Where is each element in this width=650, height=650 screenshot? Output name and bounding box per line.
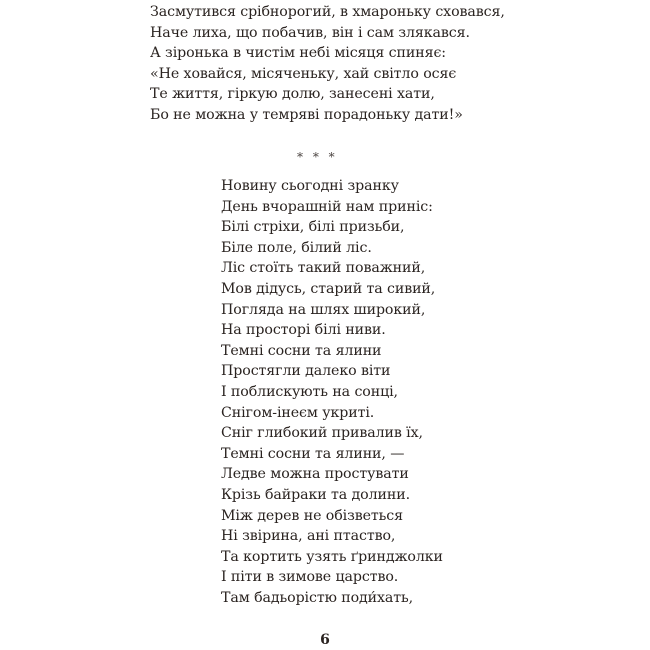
section-separator: * * * bbox=[297, 150, 338, 164]
poem-line: І поблискують на сонці, bbox=[221, 383, 398, 400]
poem-line: А зіронька в чистім небі місяця спиняє: bbox=[150, 45, 446, 62]
poem-line: Між дерев не обізветься bbox=[221, 507, 404, 524]
poem-line: Снігом-інеєм укриті. bbox=[221, 404, 375, 421]
poem-line: Бо не можна у темряві порадоньку дати!» bbox=[150, 106, 463, 123]
poem-line: Там бадьорістю поди́хать, bbox=[221, 589, 414, 606]
poem-line: Темні сосни та ялини bbox=[221, 342, 382, 359]
poem-line: Крізь байраки та долини. bbox=[221, 486, 410, 503]
poem-line: Засмутився срібнорогий, в хмароньку сховався, bbox=[150, 4, 505, 20]
poem-line: «Не ховайся, місяченьку, хай світло осяє bbox=[150, 65, 457, 82]
poem-line: Ліс стоїть такий поважний, bbox=[221, 260, 426, 277]
poem-line: Ледве можна простувати bbox=[221, 466, 409, 483]
poem-line: Погляда на шлях широкий, bbox=[221, 301, 426, 318]
poem-stanza-1 bbox=[150, 2, 505, 126]
poem-line: Темні сосни та ялини, — bbox=[221, 445, 405, 462]
poem-line: На просторі білі ниви. bbox=[221, 322, 386, 339]
poem-line: Мов дідусь, старий та сивий, bbox=[221, 280, 436, 297]
poem-line: Та кортить узять ґринджолки bbox=[221, 548, 443, 565]
poem-line: Простягли далеко віти bbox=[221, 363, 391, 380]
poem-line: Новину сьогодні зранку bbox=[221, 178, 399, 194]
poem-line: Те життя, гіркую долю, занесені хати, bbox=[150, 86, 435, 103]
page-number: 6 bbox=[320, 632, 330, 648]
poem-stanza-2 bbox=[221, 176, 443, 608]
poem-line: Ні звірина, ані птаство, bbox=[221, 528, 396, 545]
poem-line: Наче лиха, що побачив, він і сам злякався. bbox=[150, 24, 470, 41]
poem-line: Білі стріхи, білі призьби, bbox=[221, 219, 405, 236]
poem-line: І піти в зимове царство. bbox=[221, 569, 399, 586]
poem-line: День вчорашній нам приніс: bbox=[221, 198, 433, 215]
poem-line: Сніг глибокий привалив їх, bbox=[221, 425, 423, 442]
poem-line: Біле поле, білий ліс. bbox=[221, 239, 372, 256]
